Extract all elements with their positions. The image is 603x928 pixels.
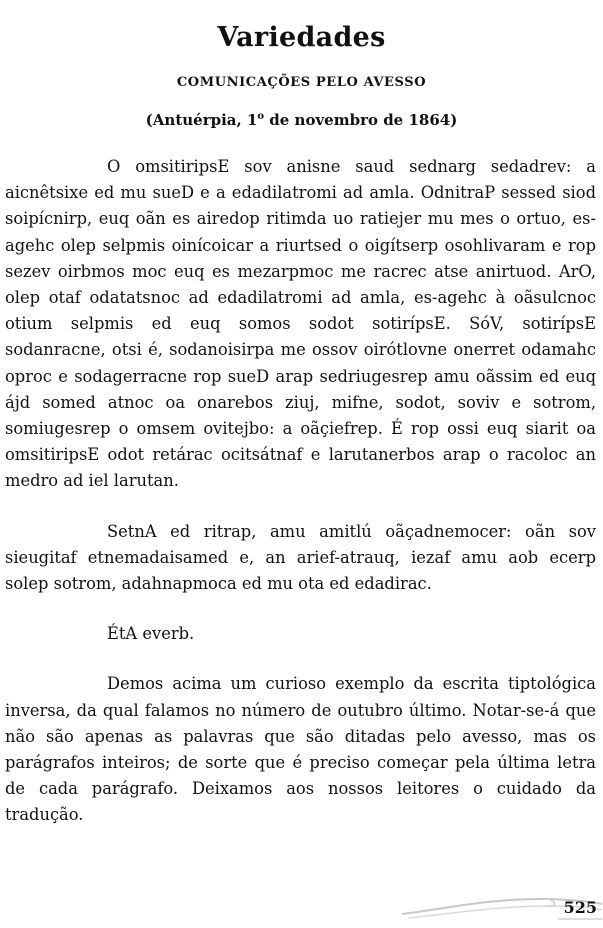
date-prefix: (Antuérpia, 1 [145,111,258,129]
paragraph-4: Demos acima um curioso exemplo da escrita tiptológica inversa, da qual falamos no número de outubro último. Notar-se-á que não são apenas as palavras que são ditadas pelo avesso, mas os parágrafos inteiros; de sorte que é preciso começar pela última letra de cada parágrafo. Deixamos aos nossos leitores o cuidado da tradução. [5,674,596,825]
article-subtitle: COMUNICAÇÕES PELO AVESSO [176,75,427,90]
paragraph-3: ÉtA everb. [107,624,195,644]
date-suffix: de novembro de 1864) [264,111,458,129]
date-ordinal: o [257,111,265,122]
paragraph-1: O omsitiripsE sov anisne saud sednarg sedadrev: a aicnêtsixe ed mu sueD e a edadilatromi ad amla. OdnitraP sessed siod soipícnirp, euq oãn es airedop ritimda uo ratiejer mu mes o ortuo, es-agehc olep selpmis oinícoicar a riurtsed o oigítserp osohlivaram e rop sezev oirbmos moc euq es mezarpmoc me racrec atse anirtuod. ArO, olep otaf odatatsnoc ad edadilatromi ad amla, es-agehc à oãsulcnoc otium selpmis ed euq somos sodot sotirípsE. SóV, sotirípsE sodanracne, otsi é, sodanoisirpa me ossov oirótlovne onerret odamahc oproc e sodagerracne rop sueD arap sedriugesrep amu oãssim ed euq ájd somed atnoc oa onarebos ziuj, mifne, sodot, soviv e sotrom, somiugesrep o omsem ovitejbo: a oãçiefrep. É rop ossi euq siarit oa omsitiripsE odot retárac ocitsátnaf e larutanerbos arap o racoloc an medro ad iel larutan. [5,157,596,491]
article-date [0,111,603,129]
paragraph-2: SetnA ed ritrap, amu amitlú oãçadnemocer: oãn sov sieugitaf etnemadaisamed e, an arief-atrauq, iezaf amu aob ecerp solep sotrom, adahnapmoca ed mu ota ed edadirac. [5,521,596,594]
page-number: 525 [563,898,597,917]
article-body [5,154,596,829]
page-title: Variedades [217,22,386,53]
